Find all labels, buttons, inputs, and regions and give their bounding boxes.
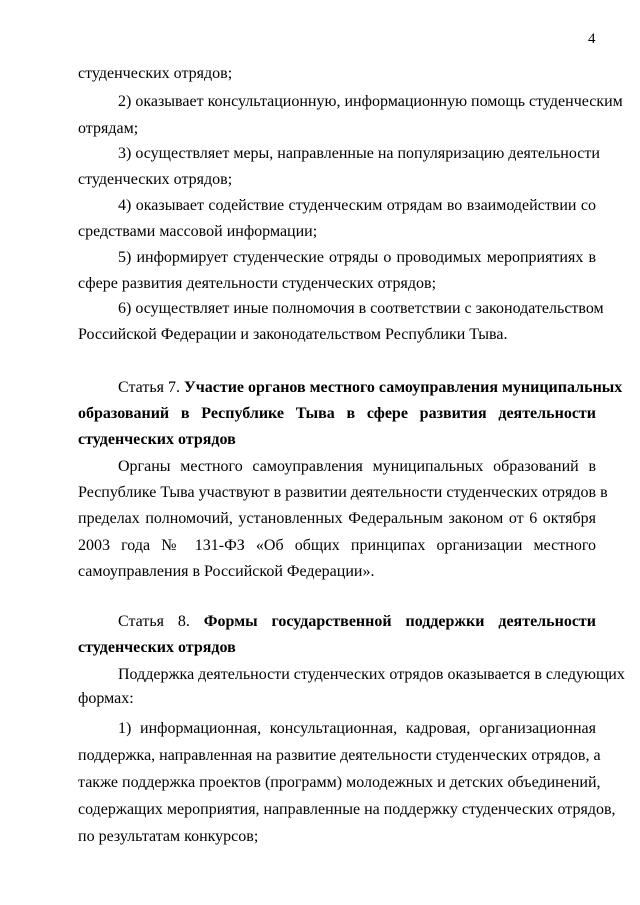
- text-line: 2) оказывает консультационную, информационную помощь студенческим: [118, 93, 623, 110]
- article-7-heading-line: [118, 377, 623, 399]
- text-line: 4) оказывает содействие студенческим отрядам во взаимодействии со: [118, 197, 596, 214]
- article-7-title-line: студенческих отрядов: [78, 431, 236, 448]
- article-8-body-line: формах:: [78, 690, 134, 707]
- article-7-body-line: самоуправления в Российской Федерации».: [78, 563, 375, 580]
- article-7-prefix: Статья 7.: [118, 379, 180, 396]
- text-line: сфере развития деятельности студенческих отрядов;: [78, 275, 437, 292]
- article-8-title: Формы государственной поддержки деятельности: [203, 613, 597, 630]
- page-number: 4: [588, 31, 596, 47]
- article-7-body-line: Органы местного самоуправления муниципальных образований в: [118, 458, 596, 475]
- article-8-title-line: студенческих отрядов: [78, 639, 236, 656]
- article-7-title-line: образований в Республике Тыва в сфере развития деятельности: [78, 405, 596, 422]
- text-line: 6) осуществляет иные полномочия в соответствии с законодательством: [118, 300, 604, 317]
- text-line: средствами массовой информации;: [78, 223, 318, 240]
- article-8-body-line: также поддержка проектов (программ) молодежных и детских объединений,: [78, 774, 601, 791]
- article-8-body-line: 1) информационная, консультационная, кадровая, организационная: [118, 720, 596, 737]
- text-line: 5) информирует студенческие отряды о проводимых мероприятиях в: [118, 249, 596, 266]
- article-7-title: Участие органов местного самоуправления муниципальных: [183, 379, 623, 396]
- article-8-prefix: Статья 8.: [118, 613, 190, 630]
- text-line: 3) осуществляет меры, направленные на популяризацию деятельности: [118, 145, 600, 162]
- article-7-body-line: Республике Тыва участвуют в развитии деятельности студенческих отрядов в: [78, 484, 608, 501]
- text-line: Российской Федерации и законодательством Республики Тыва.: [78, 326, 508, 343]
- text-line: студенческих отрядов;: [78, 171, 233, 188]
- article-8-body-line: Поддержка деятельности студенческих отрядов оказывается в следующих: [118, 666, 625, 683]
- text-line: студенческих отрядов;: [78, 65, 233, 82]
- article-8-heading-line: [118, 611, 596, 633]
- text-line: отрядам;: [78, 120, 139, 137]
- article-8-body-line: содержащих мероприятия, направленные на поддержку студенческих отрядов,: [78, 801, 616, 818]
- article-8-body-line: по результатам конкурсов;: [78, 828, 259, 845]
- article-7-body-line: 2003 года № 131-ФЗ «Об общих принципах организации местного: [78, 537, 596, 554]
- article-8-body-line: поддержка, направленная на развитие деятельности студенческих отрядов, а: [78, 747, 601, 764]
- article-7-body-line: пределах полномочий, установленных Федеральным законом от 6 октября: [78, 510, 596, 527]
